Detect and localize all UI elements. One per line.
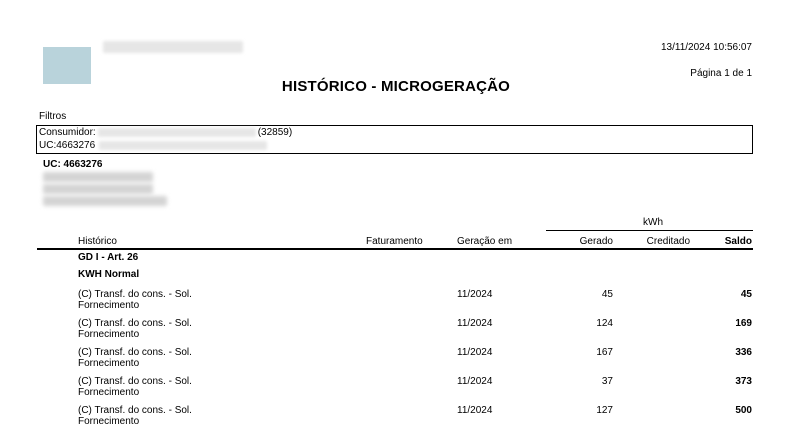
redacted-line-3 <box>43 196 167 206</box>
col-historico: Histórico <box>78 236 117 247</box>
row-gerado: 127 <box>596 405 613 416</box>
redacted-company-name <box>103 41 243 53</box>
table-row <box>0 346 792 375</box>
row-geracao: 11/2024 <box>457 289 493 300</box>
consumer-filter <box>39 127 292 138</box>
uc-filter <box>39 140 267 151</box>
row-saldo: 169 <box>735 318 752 329</box>
filters-label: Filtros <box>39 111 67 122</box>
consumer-code: (32859) <box>257 127 293 138</box>
row-saldo: 336 <box>735 347 752 358</box>
row-historico-line2: Fornecimento <box>78 329 140 340</box>
table-row <box>0 288 792 317</box>
group-name: GD I - Art. 26 <box>78 252 139 263</box>
col-gerado: Gerado <box>579 236 613 247</box>
row-geracao: 11/2024 <box>457 318 493 329</box>
row-geracao: 11/2024 <box>457 347 493 358</box>
report-timestamp: 13/11/2024 10:56:07 <box>660 42 752 53</box>
table-row <box>0 404 792 433</box>
redacted-line-2 <box>43 184 153 194</box>
col-saldo: Saldo <box>724 236 752 247</box>
row-geracao: 11/2024 <box>457 405 493 416</box>
row-gerado: 45 <box>601 289 613 300</box>
table-row <box>0 317 792 346</box>
row-gerado: 124 <box>596 318 613 329</box>
kwh-group-header: kWh <box>643 217 663 228</box>
row-historico-line1: (C) Transf. do cons. - Sol. <box>78 318 192 329</box>
page-indicator: Página 1 de 1 <box>690 68 752 79</box>
table-row <box>0 375 792 404</box>
header-divider <box>37 248 753 250</box>
row-historico-line2: Fornecimento <box>78 416 140 427</box>
report-title: HISTÓRICO - MICROGERAÇÃO <box>281 78 511 95</box>
redacted-line-1 <box>43 172 153 182</box>
kwh-group-divider <box>546 230 753 231</box>
row-historico-line2: Fornecimento <box>78 358 140 369</box>
col-creditado: Creditado <box>646 236 690 247</box>
row-gerado: 167 <box>596 347 613 358</box>
row-historico-line1: (C) Transf. do cons. - Sol. <box>78 376 192 387</box>
row-geracao: 11/2024 <box>457 376 493 387</box>
filters-box <box>36 125 753 154</box>
row-historico-line2: Fornecimento <box>78 387 140 398</box>
subgroup-name: KWH Normal <box>78 269 140 280</box>
col-faturamento: Faturamento <box>366 236 423 247</box>
uc-filter-value: UC:4663276 <box>39 140 96 151</box>
redacted-consumer-name <box>98 128 256 137</box>
row-gerado: 37 <box>601 376 613 387</box>
redacted-uc-address <box>99 141 267 150</box>
row-saldo: 500 <box>735 405 752 416</box>
row-historico-line1: (C) Transf. do cons. - Sol. <box>78 347 192 358</box>
row-saldo: 373 <box>735 376 752 387</box>
uc-heading: UC: 4663276 <box>43 159 103 170</box>
col-geracao: Geração em <box>457 236 513 247</box>
row-saldo: 45 <box>740 289 752 300</box>
row-historico-line1: (C) Transf. do cons. - Sol. <box>78 289 192 300</box>
consumer-label: Consumidor: <box>39 127 96 138</box>
row-historico-line2: Fornecimento <box>78 300 140 311</box>
row-historico-line1: (C) Transf. do cons. - Sol. <box>78 405 192 416</box>
